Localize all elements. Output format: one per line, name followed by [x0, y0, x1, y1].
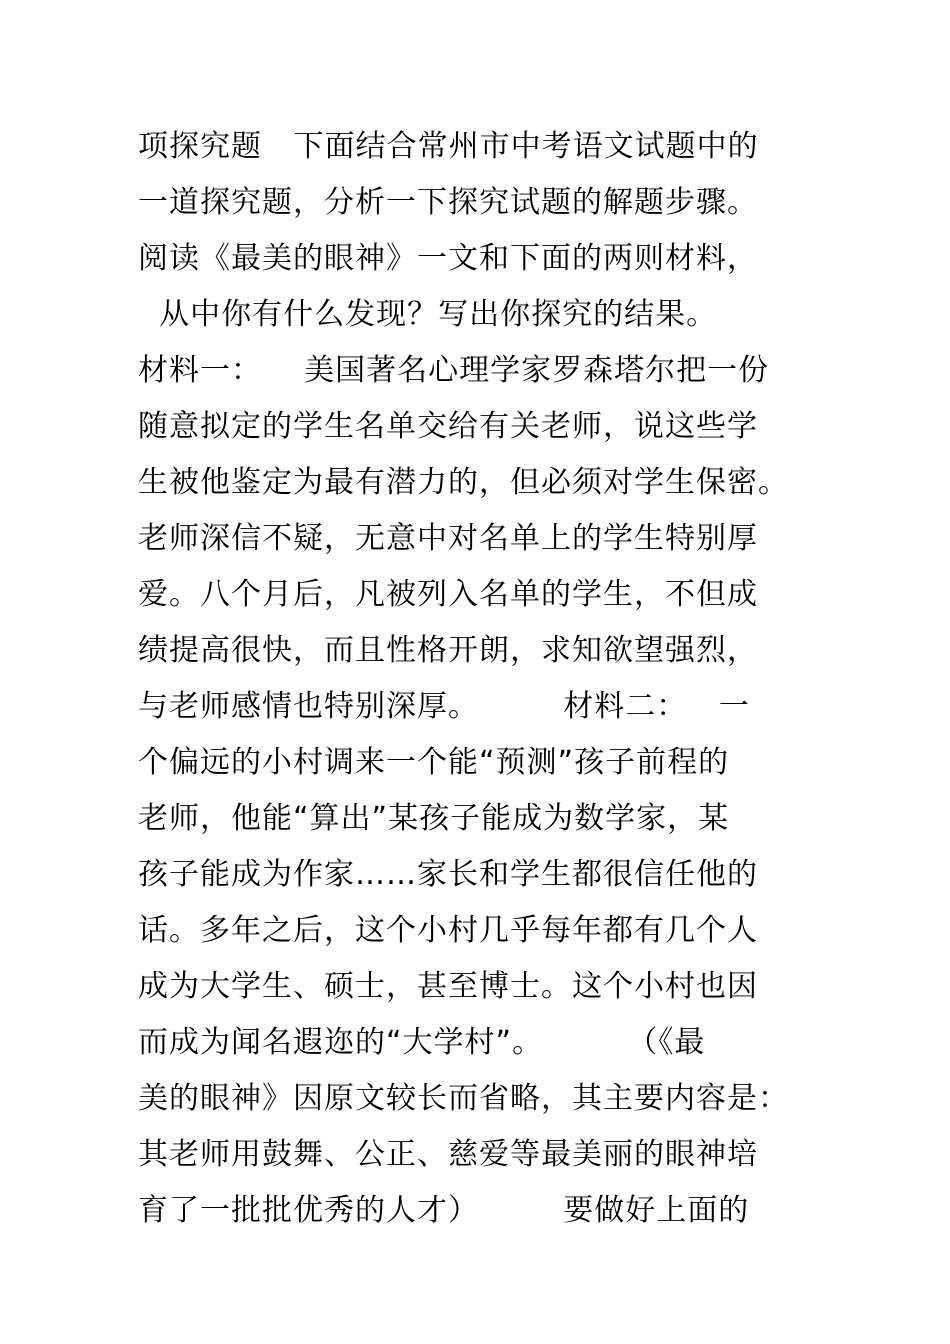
- text-line: 材料一： 美国著名心理学家罗森塔尔把一份: [138, 353, 770, 388]
- text-line: 随意拟定的学生名单交给有关老师，说这些学: [138, 409, 758, 444]
- text-line: 与老师感情也特别深厚。 材料二： 一: [138, 689, 750, 724]
- text-line: 一道探究题，分析一下探究试题的解题步骤。: [138, 185, 758, 220]
- text-line: 生被他鉴定为最有潜力的，但必须对学生保密。: [138, 465, 789, 500]
- text-line: 个偏远的小村调来一个能“预测”孩子前程的: [138, 745, 730, 780]
- text-line: 孩子能成为作家……家长和学生都很信任他的: [138, 857, 758, 892]
- text-line: 话。多年之后，这个小村几乎每年都有几个人: [138, 913, 758, 948]
- text-line: 育了一批批优秀的人才） 要做好上面的: [138, 1193, 750, 1228]
- text-line: 项探究题 下面结合常州市中考语文试题中的: [138, 129, 759, 164]
- text-line: 其老师用鼓舞、公正、慈爱等最美丽的眼神培: [138, 1137, 758, 1172]
- text-line: 爱。八个月后，凡被列入名单的学生，不但成: [138, 577, 758, 612]
- text-line: 从中你有什么发现？写出你探究的结果。: [138, 297, 718, 332]
- text-line: 阅读《最美的眼神》一文和下面的两则材料，: [138, 241, 758, 276]
- text-line: 美的眼神》因原文较长而省略，其主要内容是：: [138, 1081, 789, 1116]
- text-line: 老师，他能“算出”某孩子能成为数学家，某: [138, 801, 730, 836]
- text-line: 老师深信不疑，无意中对名单上的学生特别厚: [138, 521, 758, 556]
- text-line: 成为大学生、硕士，甚至博士。这个小村也因: [138, 969, 758, 1004]
- text-line: 绩提高很快，而且性格开朗，求知欲望强烈，: [138, 633, 758, 668]
- text-line: 而成为闻名遐迩的“大学村”。 （《最: [138, 1025, 706, 1060]
